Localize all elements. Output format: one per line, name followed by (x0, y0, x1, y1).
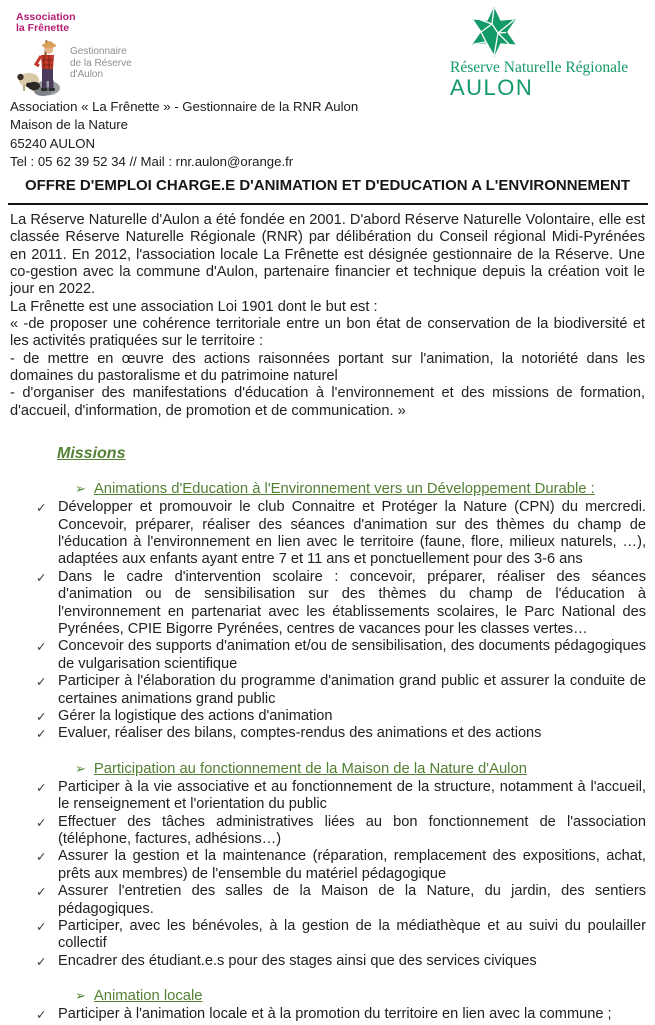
check-icon: ✓ (36, 501, 47, 516)
bullet-text: Concevoir des supports d'animation et/ou de sensibilisation, des documents pédagogiques de vulgarisation scientifique (58, 638, 646, 672)
intro-paragraph: La Frênette est une association Loi 1901 dont le but est : (10, 298, 378, 315)
bullet-text: Développer et promouvoir le club Connaitre et Protéger la Nature (CPN) du mercredi. Concevoir, préparer, réaliser des séances d'animation sur des thèmes du champ de l'éducation à l'environnement en lien avec le territoire (faune, flore, milieux naturels, …), adaptées aux enfants ayant entre 7 et 11 ans et ponctuellement pour des 3-6 ans (58, 499, 646, 568)
rnr-aulon-logo (450, 6, 645, 99)
section-heading (0, 760, 655, 778)
check-icon: ✓ (36, 1008, 47, 1023)
intro-paragraph: - de mettre en œuvre des actions raisonnées portant sur l'animation, la notoriété dans les domaines du pastoralisme et du patrimoine naturel (10, 350, 645, 385)
address-line-1: Association « La Frênette » - Gestionnaire de la RNR Aulon (10, 99, 359, 114)
bullet-text: Assurer la gestion et la maintenance (réparation, remplacement des expositions, achat, prêts aux membres) de l'ensemble du matériel pédagogique (58, 848, 646, 882)
bullet-item (0, 814, 655, 849)
bullet-text: Evaluer, réaliser des bilans, comptes-rendus des animations et des actions (58, 725, 542, 742)
address-line-4: Tel : 05 62 39 52 34 // Mail : rnr.aulon@orange.fr (10, 153, 294, 169)
rnr-logo-name: Réserve Naturelle Régionale (450, 59, 629, 76)
rnr-logo-aulon: AULON (450, 75, 534, 100)
bullet-text: Participer à la vie associative et au fonctionnement de la structure, notamment à l'accueil, le renseignement et l'orientation du public (58, 778, 646, 813)
bullet-text: Participer à l'animation locale et à la promotion du territoire en lien avec la commune ; (58, 1006, 612, 1023)
shepherd-illustration-icon (16, 36, 64, 98)
bullet-item (0, 725, 655, 742)
check-icon: ✓ (36, 710, 47, 724)
bullet-item (0, 499, 655, 569)
address-line-3: 65240 AULON (10, 135, 96, 151)
check-icon: ✓ (36, 815, 47, 830)
mission-section (0, 760, 655, 970)
section-bullet-list (0, 1006, 655, 1023)
check-icon: ✓ (36, 640, 47, 655)
section-bullet-list (0, 779, 655, 970)
bullet-text: Participer à l'élaboration du programme d'animation grand public et assurer la conduite de certaines animations grand public (58, 673, 646, 707)
check-icon: ✓ (36, 850, 47, 865)
section-arrow-icon: ➢ (75, 481, 86, 497)
intro-text (10, 212, 645, 420)
la-frenette-logo-title-line1: Association (16, 11, 76, 23)
section-arrow-icon: ➢ (75, 988, 86, 1004)
section-heading-text: Animation locale (93, 988, 203, 1005)
intro-paragraph: « -de proposer une cohérence territoriale entre un bon état de conservation de la biodiversité et les activités pratiquées sur le territoire : (10, 316, 645, 350)
address-block (10, 98, 358, 171)
bullet-item (0, 569, 655, 639)
bullet-text: Effectuer des tâches administratives liées au bon fonctionnement de l'association (téléphone, factures, adhésions…) (58, 813, 646, 848)
section-arrow-icon: ➢ (75, 760, 86, 776)
bullet-item (0, 673, 655, 708)
rnr-star-icon (468, 6, 520, 58)
la-frenette-logo (16, 12, 146, 98)
bullet-item (0, 918, 655, 953)
address-line-2: Maison de la Nature (10, 117, 129, 133)
la-frenette-subtitle-line1: Gestionnaire (70, 46, 127, 57)
check-icon: ✓ (36, 885, 47, 900)
la-frenette-logo-subtitle (70, 46, 132, 98)
check-icon: ✓ (36, 727, 47, 742)
intro-paragraph: La Réserve Naturelle d'Aulon a été fondée en 2001. D'abord Réserve Naturelle Volontaire, elle est classée Réserve Naturelle Régionale (RNR) par délibération du Conseil régional Midi-Pyrénées en 2011. En 2012, l'association locale La Frênette est désignée gestionnaire de la Réserve. Une co-gestion avec la commune d'Aulon, partenaire financier et technique depuis la création voit le jour en 2022. (10, 212, 645, 298)
bullet-text: Gérer la logistique des actions d'animation (58, 708, 333, 724)
bullet-item (0, 708, 655, 725)
check-icon: ✓ (36, 920, 47, 935)
section-heading (0, 987, 655, 1005)
bullet-text: Participer, avec les bénévoles, à la gestion de la médiathèque et au suivi du poulailler collectif (58, 918, 646, 952)
bullet-text: Dans le cadre d'intervention scolaire : concevoir, préparer, réaliser des séances d'animation ou de sensibilisation sur des thèmes du champ de l'éducation à l'environnement en partenariat avec les établissements scolaires, le Parc National des Pyrénées, CPIE Bigorre Pyrénées, centres de vacances pour les classes vertes… (58, 568, 646, 637)
check-icon: ✓ (36, 675, 47, 690)
title-divider (8, 203, 648, 205)
bullet-item (0, 848, 655, 883)
la-frenette-logo-title-line2: la Frênette (16, 21, 70, 34)
missions-sections (0, 480, 655, 1024)
mission-section (0, 987, 655, 1023)
section-heading (0, 480, 655, 498)
bullet-item (0, 953, 655, 970)
bullet-item (0, 779, 655, 814)
section-heading-text: Participation au fonctionnement de la Maison de la Nature d'Aulon (93, 760, 527, 777)
bullet-text: Encadrer des étudiant.e.s pour des stages ainsi que des services civiques (58, 952, 537, 969)
intro-paragraph: - d'organiser des manifestations d'éducation à l'environnement et des missions de formation, d'accueil, d'information, de promotion et de communication. » (10, 385, 645, 419)
bullet-text: Assurer l'entretien des salles de la Maison de la Nature, du jardin, des sentiers pédagogiques. (58, 883, 646, 917)
check-icon: ✓ (36, 570, 47, 585)
bullet-item (0, 883, 655, 918)
section-bullet-list (0, 499, 655, 743)
bullet-item (0, 638, 655, 673)
document-header (0, 0, 655, 172)
mission-section (0, 480, 655, 743)
la-frenette-logo-title (16, 12, 146, 33)
bullet-item (0, 1006, 655, 1023)
check-icon: ✓ (36, 780, 47, 795)
la-frenette-subtitle-line3: d'Aulon (70, 69, 104, 80)
section-heading-text: Animations d'Education à l'Environnement vers un Développement Durable : (93, 481, 595, 498)
check-icon: ✓ (36, 954, 47, 969)
page-title: OFFRE D'EMPLOI CHARGE.E D'ANIMATION ET D'EDUCATION A L'ENVIRONNEMENT (24, 177, 631, 194)
la-frenette-subtitle-line2: de la Réserve (70, 57, 132, 69)
missions-heading: Missions (57, 445, 126, 463)
